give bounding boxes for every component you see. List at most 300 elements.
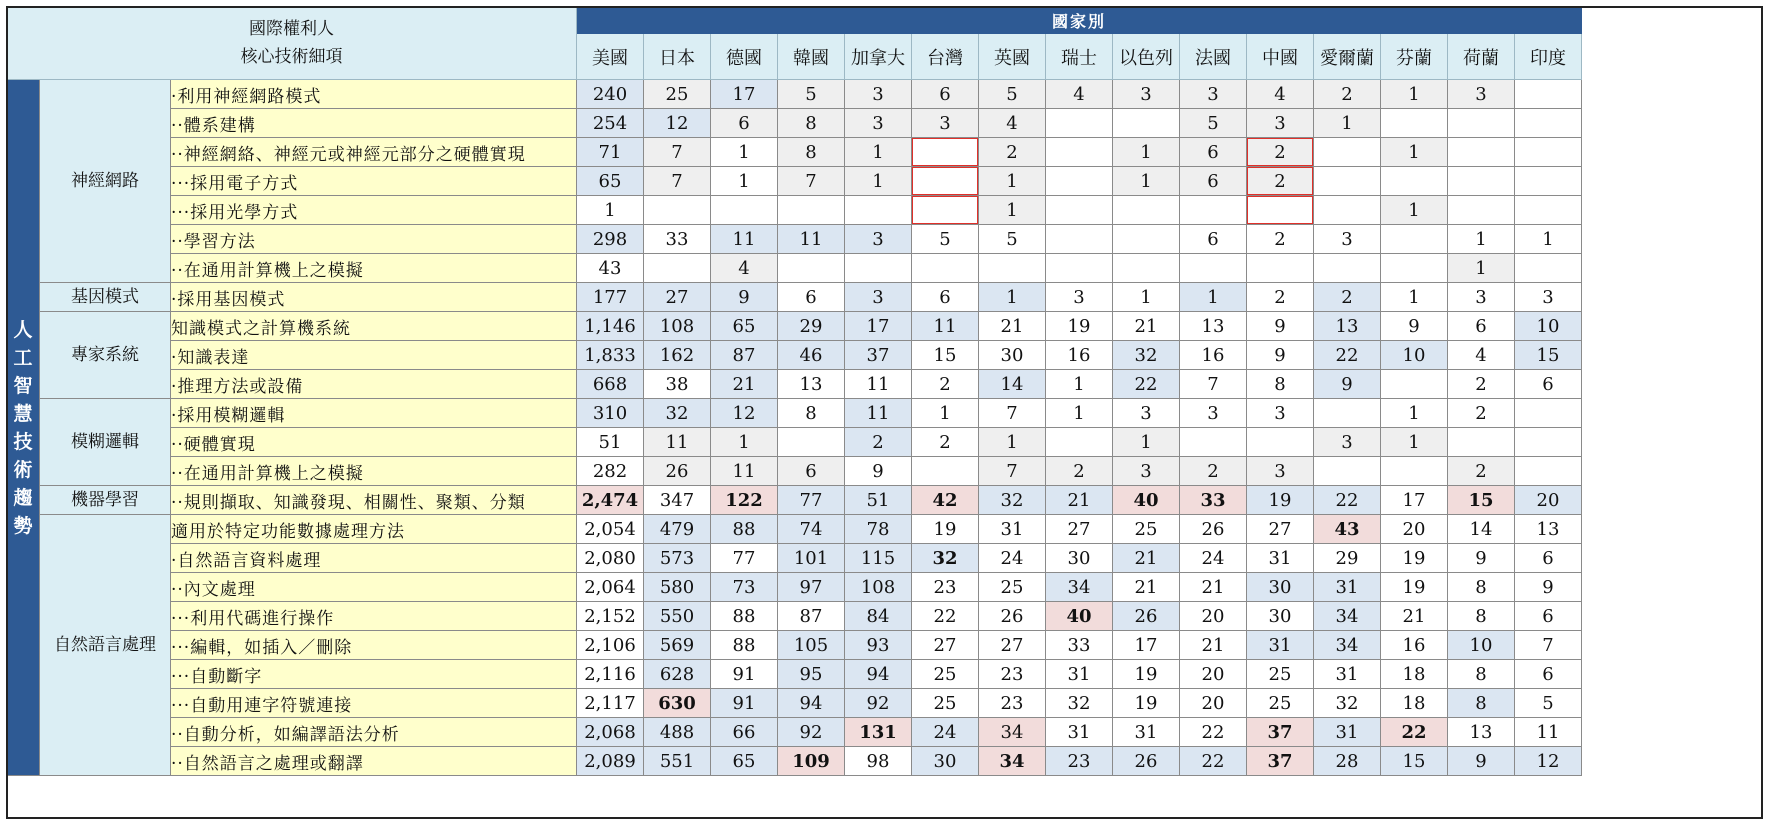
value-cell: 11 bbox=[778, 225, 845, 254]
value-cell: 1 bbox=[1381, 196, 1448, 225]
technology-detail-label: ··學習方法 bbox=[171, 225, 577, 254]
value-cell: 108 bbox=[644, 312, 711, 341]
value-cell: 7 bbox=[979, 399, 1046, 428]
value-cell: 3 bbox=[845, 225, 912, 254]
value-cell: 27 bbox=[1046, 515, 1113, 544]
value-cell: 92 bbox=[845, 689, 912, 718]
value-cell bbox=[1046, 109, 1113, 138]
value-cell bbox=[912, 254, 979, 283]
category-label: 自然語言處理 bbox=[40, 515, 171, 776]
value-cell bbox=[1046, 225, 1113, 254]
value-cell: 6 bbox=[778, 457, 845, 486]
value-cell: 30 bbox=[979, 341, 1046, 370]
value-cell bbox=[1314, 196, 1381, 225]
value-cell: 6 bbox=[711, 109, 778, 138]
domain-label-char: 趨 bbox=[13, 486, 33, 509]
table-row bbox=[7, 196, 1582, 225]
value-cell: 20 bbox=[1180, 602, 1247, 631]
value-cell: 20 bbox=[1515, 486, 1582, 515]
value-cell bbox=[1381, 254, 1448, 283]
value-cell: 88 bbox=[711, 602, 778, 631]
value-cell: 1 bbox=[979, 167, 1046, 196]
technology-detail-label: ···自動用連字符號連接 bbox=[171, 689, 577, 718]
value-cell: 6 bbox=[1448, 312, 1515, 341]
patent-country-table bbox=[6, 6, 1582, 776]
value-cell: 21 bbox=[1046, 486, 1113, 515]
technology-detail-label: ··硬體實現 bbox=[171, 428, 577, 457]
value-cell: 6 bbox=[1180, 225, 1247, 254]
value-cell: 488 bbox=[644, 718, 711, 747]
value-cell: 22 bbox=[1113, 370, 1180, 399]
value-cell: 31 bbox=[1314, 718, 1381, 747]
value-cell: 1 bbox=[1113, 138, 1180, 167]
technology-detail-label: 知識模式之計算機系統 bbox=[171, 312, 577, 341]
value-cell: 13 bbox=[1448, 718, 1515, 747]
value-cell: 4 bbox=[711, 254, 778, 283]
value-cell: 1,146 bbox=[577, 312, 644, 341]
country-header-2: 日本 bbox=[644, 34, 711, 80]
value-cell bbox=[1247, 196, 1314, 225]
domain-label-char: 慧 bbox=[13, 402, 33, 425]
value-cell: 6 bbox=[912, 80, 979, 109]
table-row bbox=[7, 254, 1582, 283]
value-cell: 22 bbox=[1180, 747, 1247, 776]
value-cell bbox=[778, 196, 845, 225]
value-cell: 20 bbox=[1180, 660, 1247, 689]
technology-detail-label: ·推理方法或設備 bbox=[171, 370, 577, 399]
value-cell: 87 bbox=[711, 341, 778, 370]
technology-detail-label: ··自然語言之處理或翻譯 bbox=[171, 747, 577, 776]
value-cell: 1 bbox=[711, 428, 778, 457]
value-cell: 240 bbox=[577, 80, 644, 109]
value-cell: 177 bbox=[577, 283, 644, 312]
value-cell: 10 bbox=[1515, 312, 1582, 341]
value-cell bbox=[1515, 80, 1582, 109]
country-header-4: 韓國 bbox=[778, 34, 845, 80]
value-cell: 21 bbox=[1113, 312, 1180, 341]
value-cell: 12 bbox=[711, 399, 778, 428]
value-cell bbox=[845, 254, 912, 283]
value-cell bbox=[1515, 254, 1582, 283]
value-cell: 310 bbox=[577, 399, 644, 428]
value-cell: 19 bbox=[1247, 486, 1314, 515]
value-cell: 3 bbox=[845, 80, 912, 109]
value-cell: 115 bbox=[845, 544, 912, 573]
value-cell: 6 bbox=[912, 283, 979, 312]
value-cell: 27 bbox=[979, 631, 1046, 660]
value-cell: 2 bbox=[1448, 370, 1515, 399]
value-cell: 3 bbox=[912, 109, 979, 138]
value-cell bbox=[1448, 167, 1515, 196]
value-cell: 7 bbox=[1515, 631, 1582, 660]
value-cell: 1 bbox=[979, 196, 1046, 225]
technology-detail-label: ··在通用計算機上之模擬 bbox=[171, 457, 577, 486]
value-cell: 21 bbox=[711, 370, 778, 399]
value-cell: 1 bbox=[912, 399, 979, 428]
value-cell: 13 bbox=[1314, 312, 1381, 341]
table-row bbox=[7, 80, 1582, 109]
value-cell: 19 bbox=[1113, 689, 1180, 718]
value-cell: 2 bbox=[1247, 167, 1314, 196]
value-cell: 6 bbox=[1515, 660, 1582, 689]
domain-label-char: 工 bbox=[13, 346, 33, 369]
value-cell: 1 bbox=[1113, 428, 1180, 457]
value-cell: 6 bbox=[1515, 544, 1582, 573]
value-cell: 9 bbox=[845, 457, 912, 486]
value-cell: 1 bbox=[1113, 167, 1180, 196]
value-cell bbox=[1448, 138, 1515, 167]
value-cell: 23 bbox=[912, 573, 979, 602]
value-cell: 26 bbox=[1180, 515, 1247, 544]
value-cell: 21 bbox=[1180, 631, 1247, 660]
country-header-3: 德國 bbox=[711, 34, 778, 80]
value-cell: 347 bbox=[644, 486, 711, 515]
value-cell: 20 bbox=[1381, 515, 1448, 544]
table-row bbox=[7, 747, 1582, 776]
value-cell: 9 bbox=[711, 283, 778, 312]
value-cell: 13 bbox=[778, 370, 845, 399]
value-cell: 34 bbox=[1046, 573, 1113, 602]
value-cell: 9 bbox=[1247, 341, 1314, 370]
table-row bbox=[7, 660, 1582, 689]
value-cell: 33 bbox=[1180, 486, 1247, 515]
value-cell: 51 bbox=[845, 486, 912, 515]
value-cell: 3 bbox=[1314, 225, 1381, 254]
value-cell: 84 bbox=[845, 602, 912, 631]
value-cell: 5 bbox=[979, 80, 1046, 109]
value-cell: 569 bbox=[644, 631, 711, 660]
value-cell bbox=[644, 254, 711, 283]
value-cell: 2 bbox=[1314, 283, 1381, 312]
value-cell: 5 bbox=[778, 80, 845, 109]
value-cell: 37 bbox=[1247, 718, 1314, 747]
value-cell: 11 bbox=[1515, 718, 1582, 747]
value-cell: 24 bbox=[979, 544, 1046, 573]
value-cell: 94 bbox=[845, 660, 912, 689]
value-cell: 21 bbox=[1381, 602, 1448, 631]
value-cell: 3 bbox=[1314, 428, 1381, 457]
value-cell: 31 bbox=[1314, 573, 1381, 602]
value-cell: 13 bbox=[1515, 515, 1582, 544]
value-cell bbox=[1046, 196, 1113, 225]
technology-detail-label: ···自動斷字 bbox=[171, 660, 577, 689]
value-cell: 74 bbox=[778, 515, 845, 544]
value-cell: 1 bbox=[1381, 283, 1448, 312]
value-cell bbox=[1314, 254, 1381, 283]
value-cell: 32 bbox=[644, 399, 711, 428]
value-cell: 22 bbox=[912, 602, 979, 631]
domain-label-char: 人 bbox=[13, 318, 33, 341]
value-cell: 7 bbox=[644, 138, 711, 167]
value-cell: 479 bbox=[644, 515, 711, 544]
value-cell: 3 bbox=[1180, 80, 1247, 109]
value-cell: 3 bbox=[1247, 109, 1314, 138]
value-cell: 14 bbox=[979, 370, 1046, 399]
value-cell: 24 bbox=[912, 718, 979, 747]
value-cell: 19 bbox=[1113, 660, 1180, 689]
category-label: 基因模式 bbox=[40, 283, 171, 312]
table-row bbox=[7, 428, 1582, 457]
value-cell: 65 bbox=[577, 167, 644, 196]
value-cell: 6 bbox=[778, 283, 845, 312]
value-cell: 2 bbox=[1314, 80, 1381, 109]
value-cell: 9 bbox=[1247, 312, 1314, 341]
table-row bbox=[7, 370, 1582, 399]
technology-detail-label: ·採用模糊邏輯 bbox=[171, 399, 577, 428]
value-cell: 9 bbox=[1448, 544, 1515, 573]
value-cell: 4 bbox=[1448, 341, 1515, 370]
value-cell: 92 bbox=[778, 718, 845, 747]
value-cell: 2,474 bbox=[577, 486, 644, 515]
domain-label-char: 技 bbox=[13, 430, 33, 453]
value-cell: 23 bbox=[1046, 747, 1113, 776]
value-cell: 4 bbox=[979, 109, 1046, 138]
value-cell: 42 bbox=[912, 486, 979, 515]
value-cell: 19 bbox=[1381, 544, 1448, 573]
value-cell: 94 bbox=[778, 689, 845, 718]
technology-detail-label: ···採用電子方式 bbox=[171, 167, 577, 196]
table-row bbox=[7, 341, 1582, 370]
value-cell: 14 bbox=[1448, 515, 1515, 544]
value-cell: 8 bbox=[1448, 660, 1515, 689]
technology-detail-label: ·採用基因模式 bbox=[171, 283, 577, 312]
table-container bbox=[6, 6, 1582, 776]
value-cell: 1 bbox=[1515, 225, 1582, 254]
value-cell: 6 bbox=[1515, 370, 1582, 399]
value-cell: 1,833 bbox=[577, 341, 644, 370]
value-cell bbox=[1448, 109, 1515, 138]
value-cell bbox=[1113, 225, 1180, 254]
value-cell: 1 bbox=[979, 428, 1046, 457]
value-cell: 9 bbox=[1314, 370, 1381, 399]
corner-header-line1: 國際權利人 bbox=[249, 19, 334, 39]
technology-detail-label: ·利用神經網路模式 bbox=[171, 80, 577, 109]
value-cell: 105 bbox=[778, 631, 845, 660]
value-cell bbox=[912, 457, 979, 486]
domain-label bbox=[7, 80, 40, 776]
value-cell: 13 bbox=[1180, 312, 1247, 341]
value-cell: 18 bbox=[1381, 660, 1448, 689]
value-cell bbox=[1314, 457, 1381, 486]
value-cell bbox=[1046, 167, 1113, 196]
value-cell: 91 bbox=[711, 660, 778, 689]
value-cell: 12 bbox=[644, 109, 711, 138]
value-cell bbox=[1314, 167, 1381, 196]
value-cell: 31 bbox=[1046, 660, 1113, 689]
value-cell: 5 bbox=[912, 225, 979, 254]
value-cell bbox=[1515, 428, 1582, 457]
value-cell: 2 bbox=[1247, 138, 1314, 167]
value-cell: 19 bbox=[912, 515, 979, 544]
value-cell: 1 bbox=[1046, 399, 1113, 428]
value-cell: 23 bbox=[979, 689, 1046, 718]
value-cell: 25 bbox=[979, 573, 1046, 602]
value-cell: 1 bbox=[1381, 399, 1448, 428]
category-label: 機器學習 bbox=[40, 486, 171, 515]
value-cell: 30 bbox=[912, 747, 979, 776]
value-cell: 32 bbox=[1314, 689, 1381, 718]
value-cell: 40 bbox=[1113, 486, 1180, 515]
value-cell: 46 bbox=[778, 341, 845, 370]
value-cell bbox=[1113, 196, 1180, 225]
country-header-15: 印度 bbox=[1515, 34, 1582, 80]
value-cell: 9 bbox=[1381, 312, 1448, 341]
value-cell bbox=[1180, 196, 1247, 225]
technology-detail-label: ·知識表達 bbox=[171, 341, 577, 370]
value-cell bbox=[1247, 254, 1314, 283]
value-cell: 15 bbox=[912, 341, 979, 370]
value-cell: 1 bbox=[711, 138, 778, 167]
value-cell: 3 bbox=[1180, 399, 1247, 428]
value-cell: 254 bbox=[577, 109, 644, 138]
table-row bbox=[7, 167, 1582, 196]
technology-detail-label: ··體系建構 bbox=[171, 109, 577, 138]
value-cell: 11 bbox=[912, 312, 979, 341]
value-cell: 2,089 bbox=[577, 747, 644, 776]
value-cell: 34 bbox=[979, 718, 1046, 747]
value-cell: 26 bbox=[979, 602, 1046, 631]
country-header-13: 芬蘭 bbox=[1381, 34, 1448, 80]
value-cell: 298 bbox=[577, 225, 644, 254]
value-cell: 40 bbox=[1046, 602, 1113, 631]
value-cell: 32 bbox=[979, 486, 1046, 515]
value-cell: 78 bbox=[845, 515, 912, 544]
value-cell: 71 bbox=[577, 138, 644, 167]
technology-detail-label: ··規則擷取、知識發現、相關性、聚類、分類 bbox=[171, 486, 577, 515]
table-row bbox=[7, 631, 1582, 660]
value-cell: 34 bbox=[1314, 602, 1381, 631]
table-row bbox=[7, 312, 1582, 341]
table-row bbox=[7, 573, 1582, 602]
value-cell: 91 bbox=[711, 689, 778, 718]
value-cell bbox=[1515, 109, 1582, 138]
table-row bbox=[7, 283, 1582, 312]
technology-detail-label: ···編輯，如插入／刪除 bbox=[171, 631, 577, 660]
value-cell: 1 bbox=[979, 283, 1046, 312]
value-cell: 27 bbox=[644, 283, 711, 312]
value-cell: 32 bbox=[912, 544, 979, 573]
value-cell: 31 bbox=[979, 515, 1046, 544]
value-cell: 3 bbox=[845, 283, 912, 312]
value-cell: 18 bbox=[1381, 689, 1448, 718]
value-cell: 2 bbox=[845, 428, 912, 457]
value-cell: 8 bbox=[778, 138, 845, 167]
value-cell: 2 bbox=[1180, 457, 1247, 486]
value-cell: 15 bbox=[1381, 747, 1448, 776]
value-cell: 21 bbox=[979, 312, 1046, 341]
value-cell: 65 bbox=[711, 312, 778, 341]
value-cell bbox=[1448, 196, 1515, 225]
value-cell: 3 bbox=[1046, 283, 1113, 312]
value-cell: 1 bbox=[577, 196, 644, 225]
domain-label-char: 勢 bbox=[13, 514, 33, 537]
value-cell: 1 bbox=[1448, 225, 1515, 254]
value-cell: 87 bbox=[778, 602, 845, 631]
value-cell: 8 bbox=[1448, 689, 1515, 718]
value-cell: 31 bbox=[1314, 660, 1381, 689]
value-cell: 26 bbox=[644, 457, 711, 486]
value-cell: 29 bbox=[778, 312, 845, 341]
value-cell: 51 bbox=[577, 428, 644, 457]
value-cell bbox=[778, 428, 845, 457]
value-cell: 10 bbox=[1381, 341, 1448, 370]
value-cell: 1 bbox=[1448, 254, 1515, 283]
value-cell bbox=[979, 254, 1046, 283]
value-cell: 101 bbox=[778, 544, 845, 573]
value-cell: 65 bbox=[711, 747, 778, 776]
value-cell: 1 bbox=[1381, 428, 1448, 457]
value-cell bbox=[1381, 370, 1448, 399]
value-cell bbox=[1180, 254, 1247, 283]
value-cell: 31 bbox=[1247, 631, 1314, 660]
country-header-1: 美國 bbox=[577, 34, 644, 80]
value-cell: 1 bbox=[1381, 138, 1448, 167]
value-cell: 2 bbox=[1247, 225, 1314, 254]
value-cell: 25 bbox=[644, 80, 711, 109]
value-cell: 3 bbox=[1113, 80, 1180, 109]
value-cell: 16 bbox=[1046, 341, 1113, 370]
value-cell: 77 bbox=[711, 544, 778, 573]
value-cell: 22 bbox=[1180, 718, 1247, 747]
value-cell: 6 bbox=[1180, 167, 1247, 196]
value-cell: 628 bbox=[644, 660, 711, 689]
value-cell: 7 bbox=[778, 167, 845, 196]
value-cell: 16 bbox=[1381, 631, 1448, 660]
value-cell: 2,054 bbox=[577, 515, 644, 544]
value-cell: 9 bbox=[1448, 747, 1515, 776]
value-cell: 20 bbox=[1180, 689, 1247, 718]
value-cell bbox=[1381, 167, 1448, 196]
value-cell: 3 bbox=[1113, 399, 1180, 428]
value-cell: 93 bbox=[845, 631, 912, 660]
value-cell bbox=[1113, 109, 1180, 138]
value-cell: 32 bbox=[1046, 689, 1113, 718]
value-cell: 26 bbox=[1113, 747, 1180, 776]
value-cell: 573 bbox=[644, 544, 711, 573]
value-cell bbox=[1247, 428, 1314, 457]
value-cell: 98 bbox=[845, 747, 912, 776]
value-cell: 17 bbox=[845, 312, 912, 341]
value-cell bbox=[912, 167, 979, 196]
technology-detail-label: ··內文處理 bbox=[171, 573, 577, 602]
value-cell: 580 bbox=[644, 573, 711, 602]
value-cell: 4 bbox=[1046, 80, 1113, 109]
value-cell: 3 bbox=[1515, 283, 1582, 312]
value-cell bbox=[1381, 225, 1448, 254]
value-cell: 27 bbox=[1247, 515, 1314, 544]
value-cell: 17 bbox=[1381, 486, 1448, 515]
value-cell: 2,064 bbox=[577, 573, 644, 602]
value-cell: 22 bbox=[1381, 718, 1448, 747]
value-cell: 19 bbox=[1046, 312, 1113, 341]
value-cell bbox=[1448, 428, 1515, 457]
country-header-7: 英國 bbox=[979, 34, 1046, 80]
value-cell: 8 bbox=[1448, 573, 1515, 602]
value-cell: 162 bbox=[644, 341, 711, 370]
value-cell: 1 bbox=[845, 138, 912, 167]
value-cell: 17 bbox=[1113, 631, 1180, 660]
value-cell: 21 bbox=[1180, 573, 1247, 602]
value-cell: 11 bbox=[711, 225, 778, 254]
value-cell: 2,080 bbox=[577, 544, 644, 573]
value-cell bbox=[1381, 457, 1448, 486]
value-cell: 15 bbox=[1515, 341, 1582, 370]
value-cell: 77 bbox=[778, 486, 845, 515]
table-row bbox=[7, 515, 1582, 544]
value-cell: 1 bbox=[1381, 80, 1448, 109]
value-cell: 7 bbox=[644, 167, 711, 196]
value-cell: 31 bbox=[1046, 718, 1113, 747]
